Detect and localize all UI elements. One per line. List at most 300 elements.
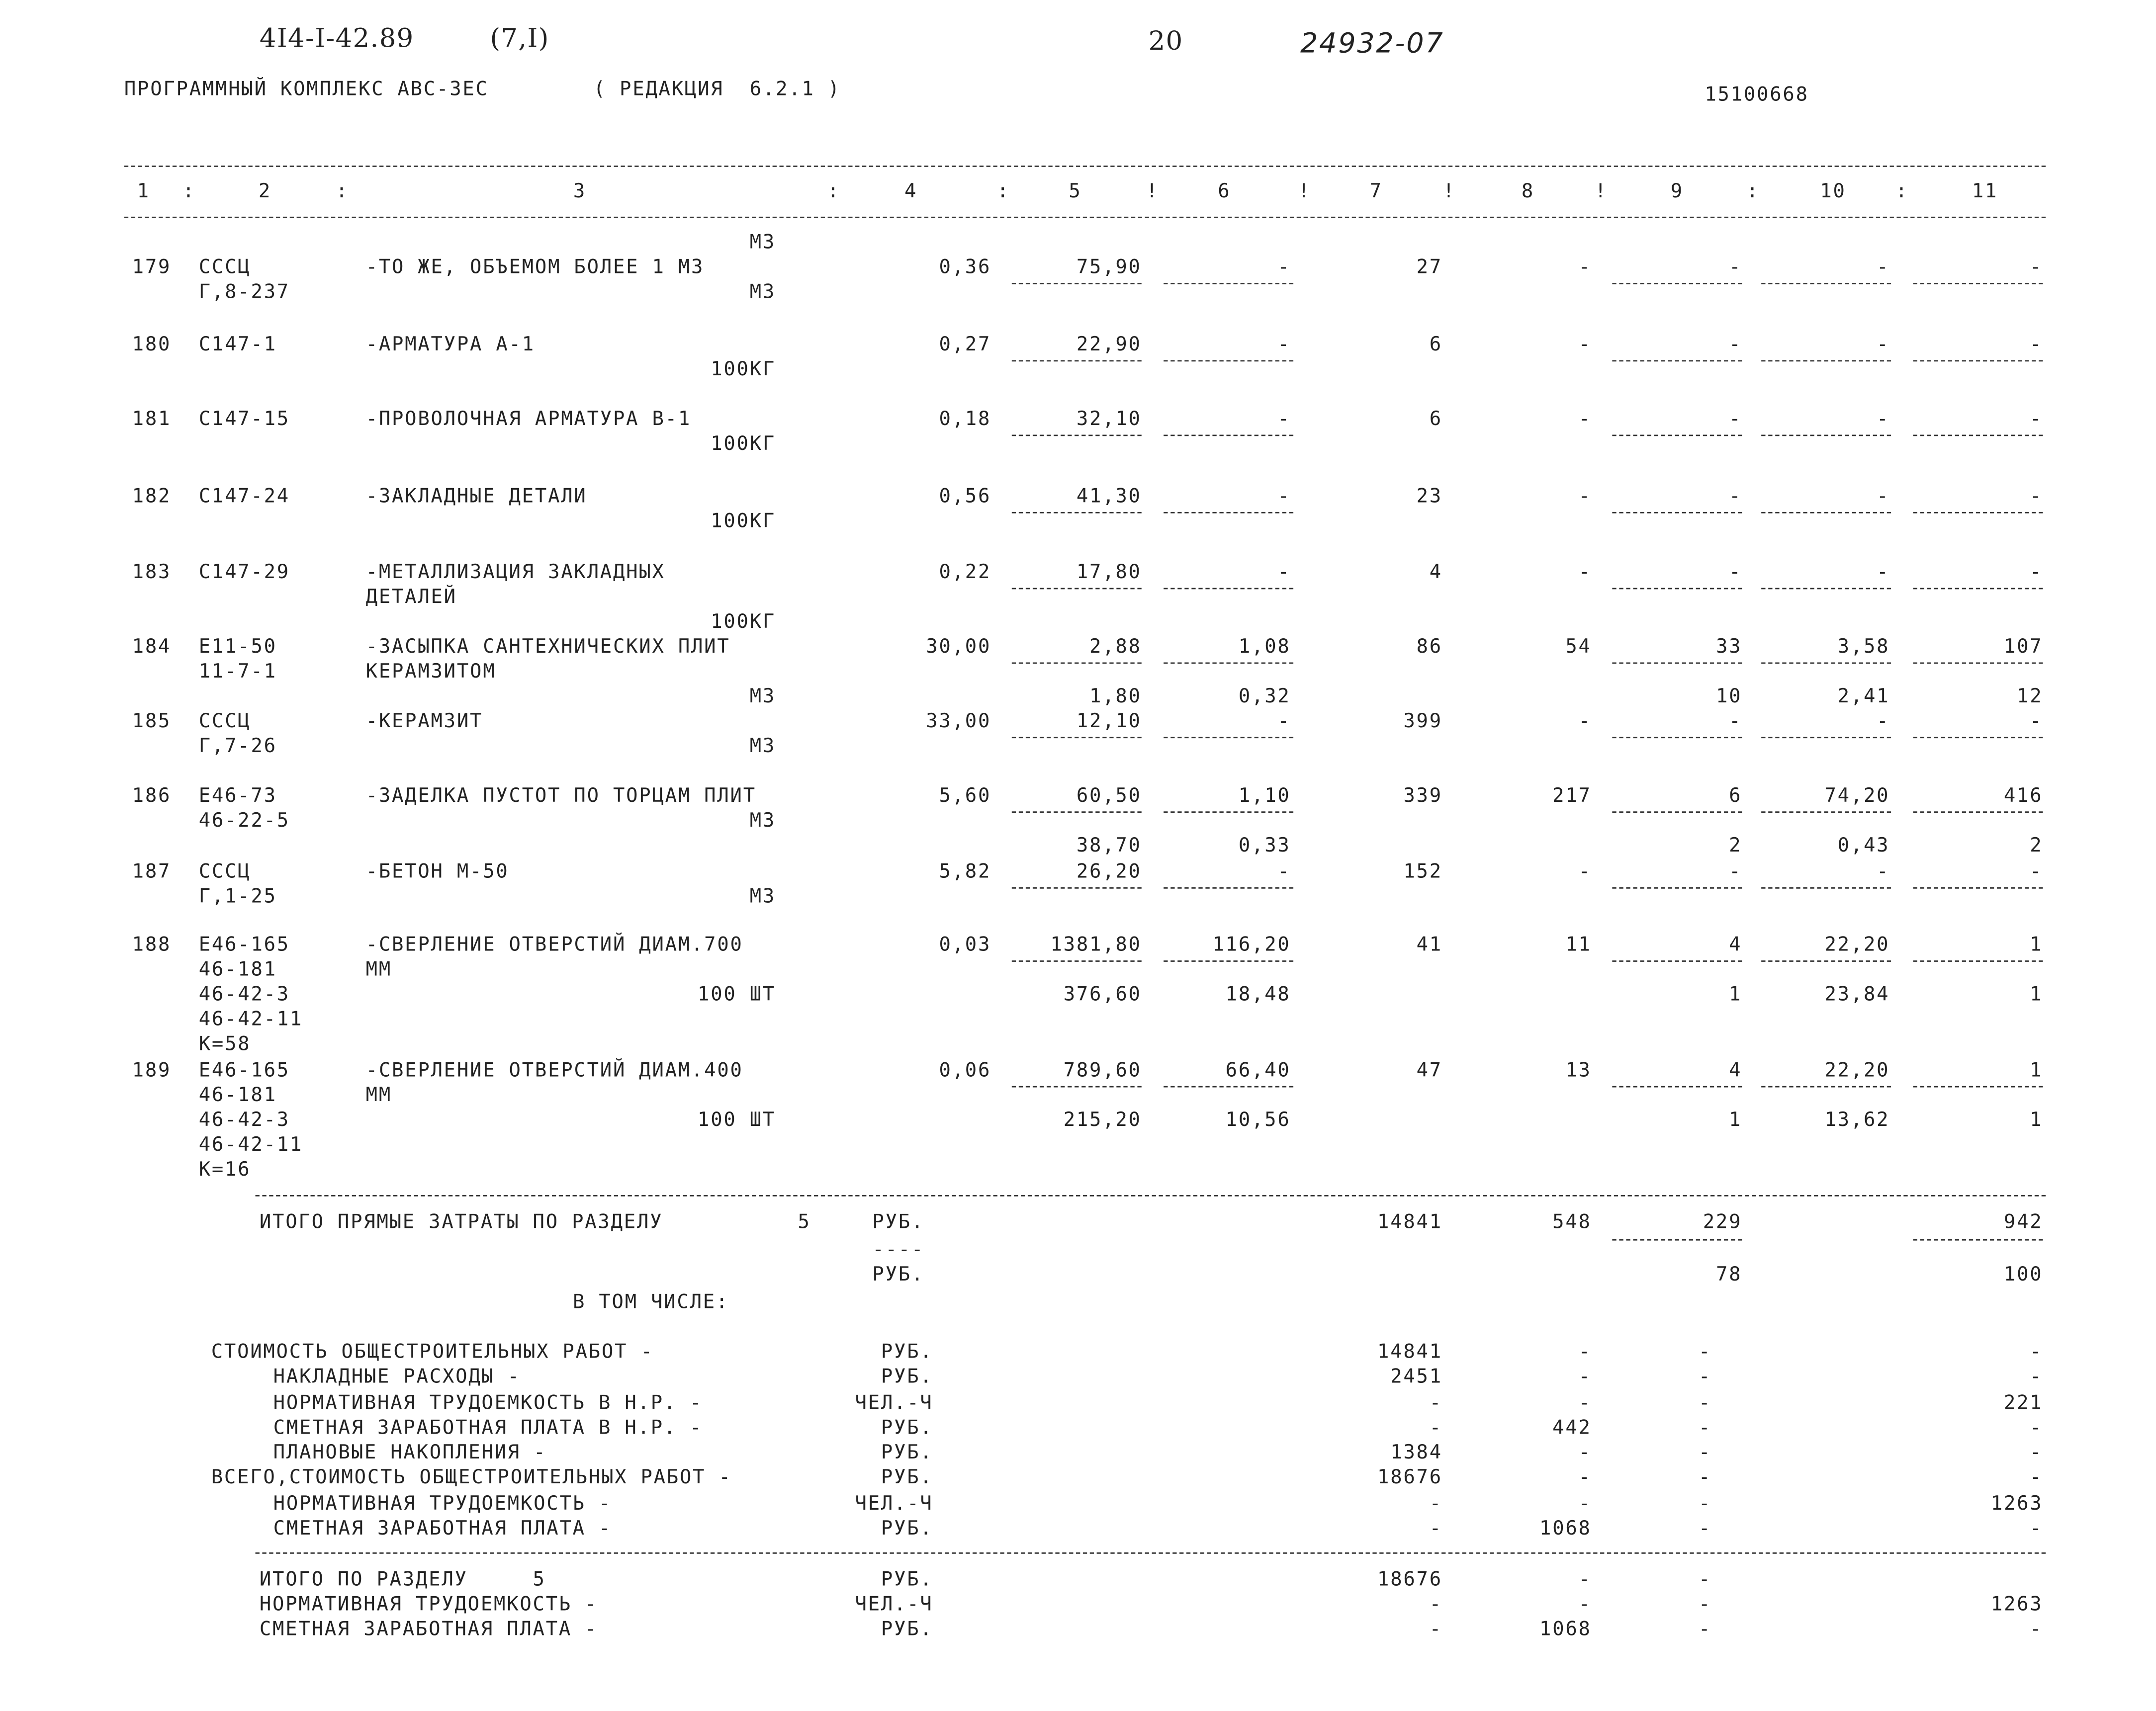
- row-number: 182: [132, 486, 172, 508]
- final-c9: -: [1699, 1619, 1712, 1641]
- summary-c11: -: [2030, 1417, 2043, 1440]
- column-header-15: !: [1595, 180, 1608, 203]
- row-c10b: 23,84: [1824, 984, 1890, 1006]
- row-code: С147-29: [198, 561, 290, 584]
- row-c8: -: [1578, 486, 1592, 508]
- totals-unit-dashes: ----: [872, 1239, 925, 1262]
- doc-section: (7,I): [490, 23, 549, 54]
- row-qty: 0,03: [939, 934, 991, 956]
- row-qty: 0,22: [939, 561, 991, 584]
- row-c6: -: [1277, 861, 1291, 883]
- row-rule-c10: [1761, 737, 1891, 738]
- header-rule-top: [124, 166, 2046, 167]
- row-unit: М3: [749, 735, 776, 758]
- row-c6b: 18,48: [1225, 984, 1291, 1006]
- row-name: ММ: [365, 959, 392, 981]
- row-c9: 33: [1715, 636, 1742, 659]
- row-name: -ТО ЖЕ, ОБЪЕМОМ БОЛЕЕ 1 М3: [365, 257, 705, 279]
- column-header-20: 11: [1972, 180, 1998, 203]
- totals-unit: РУБ.: [872, 1211, 925, 1234]
- row-rule-c5: [1012, 1086, 1142, 1088]
- final-c11: -: [2030, 1619, 2043, 1641]
- row-unit: 100КГ: [711, 611, 776, 634]
- final-unit: РУБ.: [881, 1569, 933, 1591]
- final-c9: -: [1699, 1594, 1712, 1616]
- row-rule-c11: [1913, 588, 2043, 590]
- row-rule-c9: [1612, 960, 1742, 962]
- row-number: 186: [132, 785, 172, 807]
- summary-c7: -: [1429, 1392, 1442, 1415]
- row-rule-c11: [1913, 887, 2043, 889]
- summary-unit: ЧЕЛ.-Ч: [855, 1493, 933, 1516]
- column-header-16: 9: [1670, 180, 1684, 203]
- row-rule-c11: [1913, 360, 2043, 362]
- summary-label: ВСЕГО,СТОИМОСТЬ ОБЩЕСТРОИТЕЛЬНЫХ РАБОТ -: [211, 1466, 732, 1489]
- summary-label: ПЛАНОВЫЕ НАКОПЛЕНИЯ -: [273, 1442, 547, 1464]
- row-rule-c6: [1164, 588, 1293, 590]
- row-c11b: 1: [2030, 984, 2043, 1006]
- summary-c9: -: [1699, 1518, 1712, 1540]
- final-c8: 1068: [1539, 1619, 1592, 1641]
- row-code: СССЦ: [198, 257, 251, 279]
- row-c8: -: [1578, 408, 1592, 431]
- row-rule-c9: [1612, 811, 1742, 813]
- row-number: 189: [132, 1059, 172, 1082]
- row-c9: 6: [1729, 785, 1742, 807]
- row-c8: 13: [1565, 1059, 1592, 1082]
- row-c10: 22,20: [1824, 934, 1890, 956]
- summary-c9: -: [1699, 1493, 1712, 1516]
- final-unit: ЧЕЛ.-Ч: [855, 1594, 933, 1616]
- summary-label: НОРМАТИВНАЯ ТРУДОЕМКОСТЬ В Н.Р. -: [273, 1392, 703, 1415]
- row-name: -ЗАСЫПКА САНТЕХНИЧЕСКИХ ПЛИТ: [365, 636, 730, 659]
- summary-label: СТОИМОСТЬ ОБЩЕСТРОИТЕЛЬНЫХ РАБОТ -: [211, 1341, 654, 1364]
- row-c6: -: [1277, 486, 1291, 508]
- row-rule-c9: [1612, 360, 1742, 362]
- column-header-12: 7: [1369, 180, 1383, 203]
- row-c10: 22,20: [1824, 1059, 1890, 1082]
- row-c8: -: [1578, 561, 1592, 584]
- summary-c8: 1068: [1539, 1518, 1592, 1540]
- column-header-18: 10: [1820, 180, 1846, 203]
- summary-label: СМЕТНАЯ ЗАРАБОТНАЯ ПЛАТА В Н.Р. -: [273, 1417, 703, 1440]
- row-c8: -: [1578, 334, 1592, 356]
- row-code: 46-42-11: [198, 1134, 303, 1157]
- row-unit: 100КГ: [711, 511, 776, 533]
- including-heading: В ТОМ ЧИСЛЕ:: [573, 1291, 729, 1314]
- row-code: С147-24: [198, 486, 290, 508]
- row-rule-c11: [1913, 512, 2043, 513]
- row-c5b: 38,70: [1076, 835, 1142, 857]
- column-header-14: 8: [1521, 180, 1535, 203]
- row-c6b: 0,32: [1238, 685, 1291, 708]
- summary-c8: -: [1578, 1392, 1592, 1415]
- summary-c9: -: [1699, 1341, 1712, 1364]
- row-c7: 41: [1416, 934, 1442, 956]
- row-c7: 6: [1429, 408, 1442, 431]
- row-c7: 47: [1416, 1059, 1442, 1082]
- row-number: 183: [132, 561, 172, 584]
- row-number: 187: [132, 861, 172, 883]
- row-rule-c10: [1761, 887, 1891, 889]
- row-rule-c5: [1012, 283, 1142, 284]
- row-number: 184: [132, 636, 172, 659]
- row-rule-c9: [1612, 662, 1742, 664]
- row-rule-c11: [1913, 434, 2043, 436]
- totals-c9: 229: [1703, 1211, 1742, 1234]
- row-c10: -: [1877, 861, 1890, 883]
- row-unit: М3: [749, 810, 776, 832]
- row-unit: 100КГ: [711, 433, 776, 456]
- row-c7: 6: [1429, 334, 1442, 356]
- row-c9b: 2: [1729, 835, 1742, 857]
- column-header-5: :: [827, 180, 840, 203]
- row-code: Е46-165: [198, 934, 290, 956]
- row-rule-c6: [1164, 662, 1293, 664]
- row-rule-c9: [1612, 588, 1742, 590]
- row-rule-c10: [1761, 360, 1891, 362]
- column-header-10: 6: [1218, 180, 1231, 203]
- row-code: СССЦ: [198, 710, 251, 733]
- row-c7: 399: [1403, 710, 1442, 733]
- row-rule-c10: [1761, 588, 1891, 590]
- row-c10: 74,20: [1824, 785, 1890, 807]
- row-c11: 1: [2030, 1059, 2043, 1082]
- summary-label: НОРМАТИВНАЯ ТРУДОЕМКОСТЬ -: [273, 1493, 612, 1516]
- row-qty: 30,00: [926, 636, 991, 659]
- column-header-11: !: [1298, 180, 1311, 203]
- row-c11b: 1: [2030, 1109, 2043, 1132]
- column-header-17: :: [1746, 180, 1760, 203]
- totals-label: ИТОГО ПРЯМЫЕ ЗАТРАТЫ ПО РАЗДЕЛУ: [259, 1211, 663, 1234]
- final-label: НОРМАТИВНАЯ ТРУДОЕМКОСТЬ -: [259, 1594, 598, 1616]
- summary-unit: РУБ.: [881, 1442, 933, 1464]
- row-c9: 4: [1729, 934, 1742, 956]
- final-unit: РУБ.: [881, 1619, 933, 1641]
- summary-c9: -: [1699, 1392, 1712, 1415]
- summary-c8: -: [1578, 1442, 1592, 1464]
- row-c6: 66,40: [1225, 1059, 1291, 1082]
- column-header-4: 3: [573, 180, 587, 203]
- summary-c9: -: [1699, 1466, 1712, 1489]
- row-rule-c6: [1164, 360, 1293, 362]
- row-code: 46-42-3: [198, 984, 290, 1006]
- column-header-0: 1: [137, 180, 150, 203]
- row-name: -МЕТАЛЛИЗАЦИЯ ЗАКЛАДНЫХ: [365, 561, 665, 584]
- row-c5: 17,80: [1076, 561, 1142, 584]
- row-rule-c9: [1612, 283, 1742, 284]
- row-c11: 107: [2003, 636, 2043, 659]
- summary-c11: 1263: [1990, 1493, 2043, 1516]
- summary-c11: 221: [2003, 1392, 2043, 1415]
- row-code: Е11-50: [198, 636, 277, 659]
- row-code: Е46-73: [198, 785, 277, 807]
- row-c6: -: [1277, 257, 1291, 279]
- row-rule-c5: [1012, 588, 1142, 590]
- final-rule: [256, 1552, 2046, 1554]
- summary-unit: ЧЕЛ.-Ч: [855, 1392, 933, 1415]
- row-c7: 23: [1416, 486, 1442, 508]
- row-code: Г,1-25: [198, 886, 277, 908]
- row-code: 46-22-5: [198, 810, 290, 832]
- row-code: С147-15: [198, 408, 290, 431]
- row-c5: 1381,80: [1050, 934, 1142, 956]
- row-rule-c10: [1761, 662, 1891, 664]
- row-rule-c5: [1012, 662, 1142, 664]
- row-c6b: 0,33: [1238, 835, 1291, 857]
- row-c9b: 1: [1729, 1109, 1742, 1132]
- row-c6: -: [1277, 710, 1291, 733]
- row-c5: 75,90: [1076, 257, 1142, 279]
- column-header-8: 5: [1069, 180, 1082, 203]
- row-rule-c9: [1612, 887, 1742, 889]
- column-header-9: !: [1146, 180, 1160, 203]
- row-rule-c6: [1164, 887, 1293, 889]
- final-c9: -: [1699, 1569, 1712, 1591]
- row-c7: 86: [1416, 636, 1442, 659]
- summary-label: НАКЛАДНЫЕ РАСХОДЫ -: [273, 1366, 521, 1388]
- row-c11: -: [2030, 334, 2043, 356]
- totals-rule-c9: [1612, 1239, 1742, 1241]
- row-rule-c6: [1164, 512, 1293, 513]
- row-c8: 217: [1552, 785, 1592, 807]
- row-name: ДЕТАЛЕЙ: [365, 586, 457, 609]
- summary-c11: -: [2030, 1466, 2043, 1489]
- row-c9: -: [1729, 257, 1742, 279]
- row-unit: 100 ШТ: [698, 1109, 776, 1132]
- row-name: ММ: [365, 1084, 392, 1107]
- row-rule-c5: [1012, 434, 1142, 436]
- row-c11b: 2: [2030, 835, 2043, 857]
- row-rule-c5: [1012, 811, 1142, 813]
- row-c9: -: [1729, 408, 1742, 431]
- row-c9: -: [1729, 561, 1742, 584]
- column-header-3: :: [336, 180, 349, 203]
- row-code: 11-7-1: [198, 661, 277, 684]
- row-c9: -: [1729, 861, 1742, 883]
- row-c5b: 215,20: [1063, 1109, 1142, 1132]
- summary-unit: РУБ.: [881, 1366, 933, 1388]
- row-c11: -: [2030, 257, 2043, 279]
- handwritten-code: 24932-07: [1300, 26, 1444, 60]
- column-header-7: :: [997, 180, 1010, 203]
- row-rule-c11: [1913, 662, 2043, 664]
- summary-c11: -: [2030, 1341, 2043, 1364]
- row-code: 46-42-3: [198, 1109, 290, 1132]
- row-rule-c6: [1164, 960, 1293, 962]
- row-c11: -: [2030, 710, 2043, 733]
- column-header-1: :: [182, 180, 196, 203]
- summary-c7: -: [1429, 1493, 1442, 1516]
- row-c11: -: [2030, 561, 2043, 584]
- summary-c11: -: [2030, 1366, 2043, 1388]
- row-c6: 1,10: [1238, 785, 1291, 807]
- row-rule-c11: [1913, 811, 2043, 813]
- summary-c8: 442: [1552, 1417, 1592, 1440]
- summary-c7: 18676: [1377, 1466, 1442, 1489]
- row-code: 46-42-11: [198, 1009, 303, 1031]
- row-c10b: 2,41: [1837, 685, 1890, 708]
- row-c6: -: [1277, 561, 1291, 584]
- row-code: СССЦ: [198, 861, 251, 883]
- summary-c9: -: [1699, 1442, 1712, 1464]
- row-c5: 12,10: [1076, 710, 1142, 733]
- summary-label: СМЕТНАЯ ЗАРАБОТНАЯ ПЛАТА -: [273, 1518, 612, 1540]
- summary-c7: 2451: [1390, 1366, 1442, 1388]
- row-c5: 32,10: [1076, 408, 1142, 431]
- row-c11: -: [2030, 861, 2043, 883]
- row-number: 180: [132, 334, 172, 356]
- row-qty: 0,27: [939, 334, 991, 356]
- row-unit: 100КГ: [711, 358, 776, 381]
- totals-rule-c11: [1913, 1239, 2043, 1241]
- row-c9b: 1: [1729, 984, 1742, 1006]
- row-code: Г,7-26: [198, 735, 277, 758]
- summary-unit: РУБ.: [881, 1341, 933, 1364]
- row-c10: -: [1877, 710, 1890, 733]
- column-header-6: 4: [904, 180, 918, 203]
- row-c11: -: [2030, 408, 2043, 431]
- row-c6: -: [1277, 408, 1291, 431]
- row-c8: -: [1578, 861, 1592, 883]
- column-header-19: :: [1895, 180, 1909, 203]
- row-rule-c11: [1913, 283, 2043, 284]
- row-c10: -: [1877, 257, 1890, 279]
- row-number: 181: [132, 408, 172, 431]
- row-rule-c11: [1913, 960, 2043, 962]
- row-rule-c6: [1164, 1086, 1293, 1088]
- totals-c11b: 100: [2003, 1264, 2043, 1286]
- row-rule-c9: [1612, 434, 1742, 436]
- row-c10: -: [1877, 334, 1890, 356]
- row-unit: М3: [749, 886, 776, 908]
- row-rule-c10: [1761, 512, 1891, 513]
- row-rule-c5: [1012, 887, 1142, 889]
- row-number: 179: [132, 257, 172, 279]
- row-c10: -: [1877, 486, 1890, 508]
- program-edition: ( РЕДАКЦИЯ 6.2.1 ): [593, 79, 841, 101]
- row-rule-c5: [1012, 737, 1142, 738]
- totals-rule: [256, 1195, 2046, 1197]
- summary-c8: -: [1578, 1366, 1592, 1388]
- column-header-2: 2: [258, 180, 272, 203]
- row-rule-c9: [1612, 512, 1742, 513]
- summary-c7: 14841: [1377, 1341, 1442, 1364]
- row-rule-c10: [1761, 811, 1891, 813]
- page-number: 20: [1148, 26, 1183, 57]
- row-rule-c11: [1913, 737, 2043, 738]
- row-unit-above: М3: [749, 232, 776, 254]
- row-code: Е46-165: [198, 1059, 290, 1082]
- row-c11: 1: [2030, 934, 2043, 956]
- summary-unit: РУБ.: [881, 1466, 933, 1489]
- row-rule-c6: [1164, 811, 1293, 813]
- row-c5: 41,30: [1076, 486, 1142, 508]
- summary-c8: -: [1578, 1466, 1592, 1489]
- row-code: 46-181: [198, 1084, 277, 1107]
- row-number: 185: [132, 710, 172, 733]
- totals-section-number: 5: [798, 1211, 811, 1234]
- row-unit: М3: [749, 281, 776, 304]
- row-c9: -: [1729, 710, 1742, 733]
- row-c5: 60,50: [1076, 785, 1142, 807]
- row-name: -СВЕРЛЕНИЕ ОТВЕРСТИЙ ДИАМ.400: [365, 1059, 743, 1082]
- row-c7: 152: [1403, 861, 1442, 883]
- row-name: -КЕРАМЗИТ: [365, 710, 483, 733]
- row-c9: -: [1729, 486, 1742, 508]
- row-rule-c6: [1164, 434, 1293, 436]
- row-rule-c5: [1012, 512, 1142, 513]
- row-name: -ПРОВОЛОЧНАЯ АРМАТУРА В-1: [365, 408, 691, 431]
- totals-unit-2: РУБ.: [872, 1264, 925, 1286]
- row-c7: 4: [1429, 561, 1442, 584]
- row-qty: 5,60: [939, 785, 991, 807]
- row-rule-c6: [1164, 283, 1293, 284]
- row-rule-c9: [1612, 737, 1742, 738]
- program-title: ПРОГРАММНЫЙ КОМПЛЕКС АВС-3ЕС: [124, 79, 489, 101]
- row-rule-c5: [1012, 960, 1142, 962]
- row-c10: -: [1877, 408, 1890, 431]
- row-rule-c9: [1612, 1086, 1742, 1088]
- row-qty: 5,82: [939, 861, 991, 883]
- summary-c8: -: [1578, 1341, 1592, 1364]
- row-name: -АРМАТУРА А-1: [365, 334, 535, 356]
- summary-c7: 1384: [1390, 1442, 1442, 1464]
- final-c8: -: [1578, 1569, 1592, 1591]
- row-c6: -: [1277, 334, 1291, 356]
- row-rule-c5: [1012, 360, 1142, 362]
- summary-c9: -: [1699, 1417, 1712, 1440]
- row-rule-c11: [1913, 1086, 2043, 1088]
- row-c5: 2,88: [1089, 636, 1142, 659]
- row-code: К=16: [198, 1159, 251, 1182]
- summary-c11: -: [2030, 1442, 2043, 1464]
- final-label: ИТОГО ПО РАЗДЕЛУ 5: [259, 1569, 546, 1591]
- summary-c7: -: [1429, 1417, 1442, 1440]
- totals-c11: 942: [2003, 1211, 2043, 1234]
- summary-c9: -: [1699, 1366, 1712, 1388]
- row-c7: 27: [1416, 257, 1442, 279]
- row-code: С147-1: [198, 334, 277, 356]
- summary-c11: -: [2030, 1518, 2043, 1540]
- summary-c8: -: [1578, 1493, 1592, 1516]
- row-c10: -: [1877, 561, 1890, 584]
- row-c8: 11: [1565, 934, 1592, 956]
- row-c9b: 10: [1715, 685, 1742, 708]
- row-name: КЕРАМЗИТОМ: [365, 661, 496, 684]
- row-rule-c10: [1761, 1086, 1891, 1088]
- final-c7: 18676: [1377, 1569, 1442, 1591]
- row-c5: 789,60: [1063, 1059, 1142, 1082]
- row-c9: 4: [1729, 1059, 1742, 1082]
- row-qty: 0,56: [939, 486, 991, 508]
- column-header-13: !: [1442, 180, 1456, 203]
- row-number: 188: [132, 934, 172, 956]
- row-c10b: 0,43: [1837, 835, 1890, 857]
- doc-code: 4I4-I-42.89: [259, 23, 414, 54]
- row-c8: 54: [1565, 636, 1592, 659]
- row-rule-c10: [1761, 960, 1891, 962]
- row-c8: -: [1578, 710, 1592, 733]
- final-c7: -: [1429, 1619, 1442, 1641]
- row-c10b: 13,62: [1824, 1109, 1890, 1132]
- row-rule-c10: [1761, 283, 1891, 284]
- totals-c8: 548: [1552, 1211, 1592, 1234]
- row-c11b: 12: [2017, 685, 2043, 708]
- totals-c7: 14841: [1377, 1211, 1442, 1234]
- final-label: СМЕТНАЯ ЗАРАБОТНАЯ ПЛАТА -: [259, 1619, 598, 1641]
- row-c5b: 1,80: [1089, 685, 1142, 708]
